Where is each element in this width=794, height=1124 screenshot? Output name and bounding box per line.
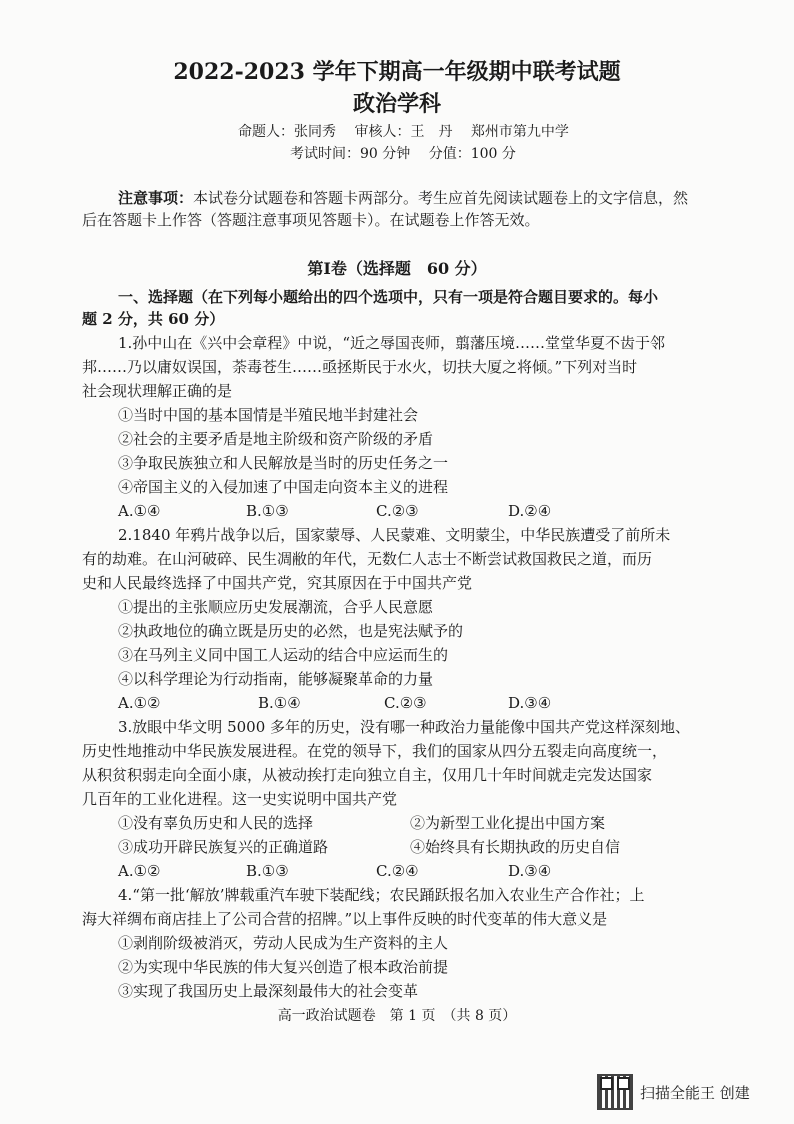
- notice-line-2: 后在答题卡上作答（答题注意事项见答题卡）。在试题卷上作答无效。: [82, 211, 540, 229]
- q3-stem-1: 3.放眼中华文明 5000 多年的历史，没有哪一种政治力量能像中国共产党这样深刻地、: [118, 718, 691, 736]
- q1-statement-2: ②社会的主要矛盾是地主阶级和资产阶级的矛盾: [118, 430, 434, 448]
- q3-stem-4: 几百年的工业化进程。这一史实说明中国共产党: [82, 790, 398, 808]
- qr-code-icon: [597, 1074, 633, 1110]
- q3-option-a: A.①②: [118, 862, 161, 880]
- q3-option-b: B.①③: [246, 862, 289, 880]
- scanner-brand: 扫描全能王 创建: [640, 1084, 750, 1102]
- q2-stem-3: 史和人民最终选择了中国共产党，究其原因在于中国共产党: [82, 574, 473, 592]
- q3-option-c: C.②④: [376, 862, 419, 880]
- authors-line: 命题人：张同秀 审核人：王 丹 郑州市第九中学: [238, 124, 569, 140]
- q1-option-b: B.①③: [246, 502, 289, 520]
- notice-text-1: 本试卷分试题卷和答题卡两部分。考生应首先阅读试题卷上的文字信息，然: [193, 189, 689, 207]
- q3-statement-1: ①没有辜负历史和人民的选择: [118, 814, 314, 832]
- q3-statement-2: ②为新型工业化提出中国方案: [410, 814, 606, 832]
- q3-statement-4: ④始终具有长期执政的历史自信: [410, 838, 621, 856]
- q1-option-d: D.②④: [508, 502, 552, 520]
- notice-line-1: [118, 188, 688, 208]
- instruction-line-1: 一、选择题（在下列每小题给出的四个选项中，只有一项是符合题目要求的。每小: [118, 288, 659, 306]
- q2-option-b: B.①④: [258, 694, 301, 712]
- q3-stem-3: 从积贫积弱走向全面小康，从被动挨打走向独立自主，仅用几十年时间就走完发达国家: [82, 766, 653, 784]
- exam-title: 2022-2023 学年下期高一年级期中联考试题: [173, 59, 621, 85]
- q2-option-d: D.③④: [508, 694, 552, 712]
- instruction-line-2: 题 2 分，共 60 分）: [82, 310, 225, 328]
- q3-stem-2: 历史性地推动中华民族发展进程。在党的领导下，我们的国家从四分五裂走向高度统一，: [82, 742, 668, 760]
- q2-statement-3: ③在马列主义同中国工人运动的结合中应运而生的: [118, 646, 449, 664]
- q1-statement-1: ①当时中国的基本国情是半殖民地半封建社会: [118, 406, 419, 424]
- page-footer: 高一政治试题卷 第 1 页 （共 8 页）: [277, 1008, 517, 1024]
- q1-stem-1: 1.孙中山在《兴中会章程》中说，“近之辱国丧师，翦藩压境……堂堂华夏不齿于邻: [118, 334, 665, 352]
- q2-option-a: A.①②: [118, 694, 161, 712]
- q2-statement-4: ④以科学理论为行动指南，能够凝聚革命的力量: [118, 670, 434, 688]
- q4-stem-1: 4.“第一批‘解放’牌载重汽车驶下装配线；农民踊跃报名加入农业生产合作社；上: [118, 886, 645, 904]
- part1-title: 第Ⅰ卷（选择题 60 分）: [307, 259, 487, 278]
- q1-option-a: A.①④: [118, 502, 161, 520]
- exam-info-line: 考试时间：90 分钟 分值：100 分: [290, 146, 516, 162]
- q2-stem-2: 有的劫难。在山河破碎、民生凋敝的年代，无数仁人志士不断尝试救国救民之道，而历: [82, 550, 653, 568]
- q4-statement-3: ③实现了我国历史上最深刻最伟大的社会变革: [118, 982, 419, 1000]
- subject-title: 政治学科: [352, 91, 441, 117]
- q2-statement-2: ②执政地位的确立既是历史的必然，也是宪法赋予的: [118, 622, 464, 640]
- q3-statement-3: ③成功开辟民族复兴的正确道路: [118, 838, 329, 856]
- q1-statement-3: ③争取民族独立和人民解放是当时的历史任务之一: [118, 454, 449, 472]
- q1-option-c: C.②③: [376, 502, 419, 520]
- q4-stem-2: 海大祥绸布商店挂上了公司合营的招牌。”以上事件反映的时代变革的伟大意义是: [82, 910, 608, 928]
- q4-statement-1: ①剥削阶级被消灭，劳动人民成为生产资料的主人: [118, 934, 449, 952]
- q1-stem-3: 社会现状理解正确的是: [82, 382, 233, 400]
- notice-label: 注意事项：: [118, 189, 194, 207]
- q2-option-c: C.②③: [384, 694, 427, 712]
- q2-statement-1: ①提出的主张顺应历史发展潮流，合乎人民意愿: [118, 598, 434, 616]
- q4-statement-2: ②为实现中华民族的伟大复兴创造了根本政治前提: [118, 958, 449, 976]
- q3-option-d: D.③④: [508, 862, 552, 880]
- q2-stem-1: 2.1840 年鸦片战争以后，国家蒙辱、人民蒙难、文明蒙尘，中华民族遭受了前所未: [118, 526, 671, 544]
- q1-statement-4: ④帝国主义的入侵加速了中国走向资本主义的进程: [118, 478, 449, 496]
- q1-stem-2: 邦……乃以庸奴误国，荼毒苍生……亟拯斯民于水火，切扶大厦之将倾。”下列对当时: [82, 358, 638, 376]
